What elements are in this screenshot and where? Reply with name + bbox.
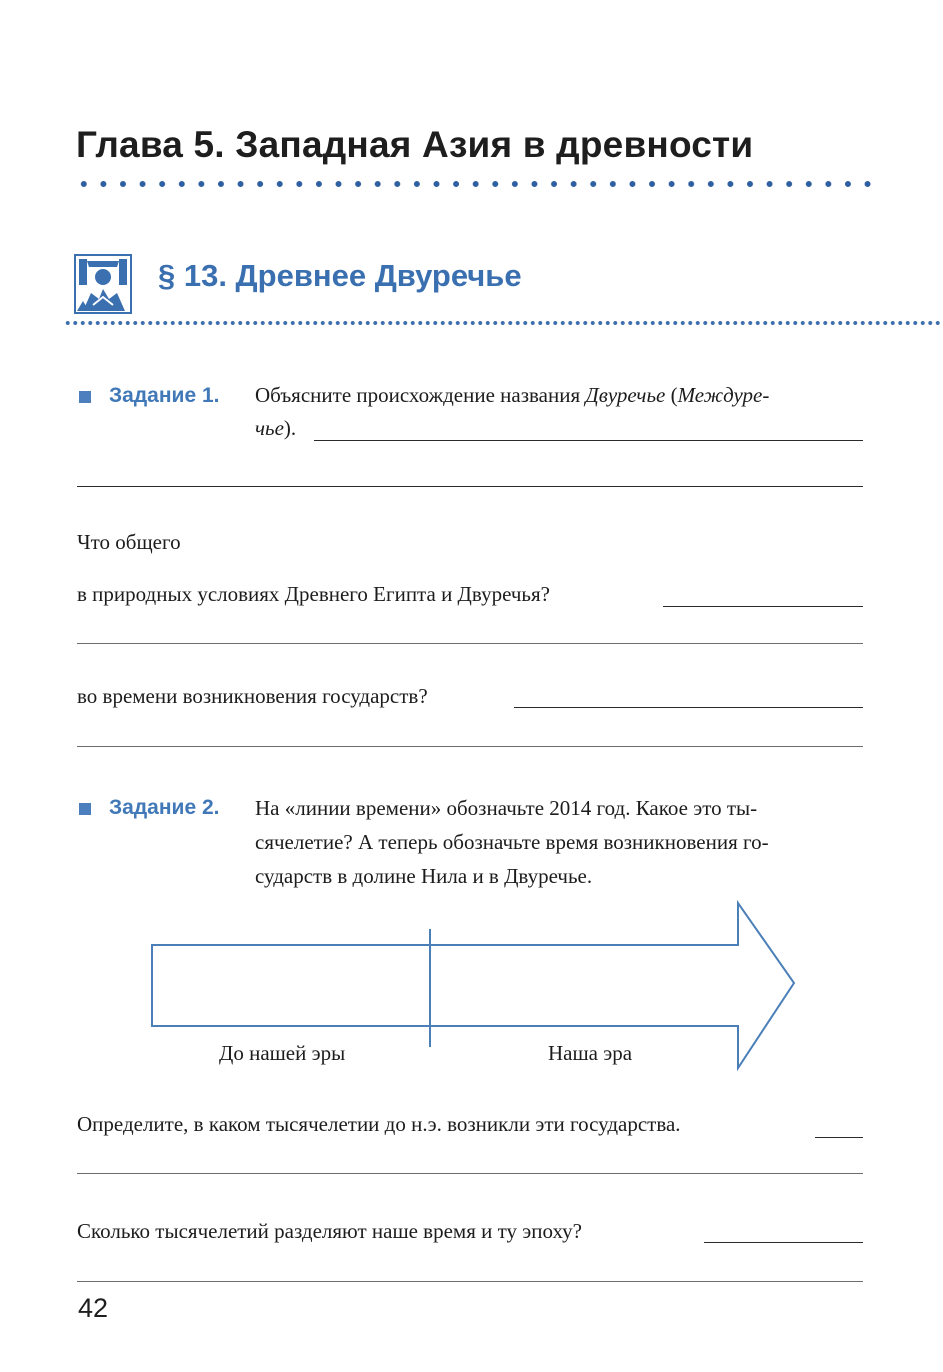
task2-label: Задание 2. bbox=[109, 796, 220, 819]
common-question-1: в природных условиях Древнего Египта и Двуречья? bbox=[77, 582, 550, 606]
task2-text-line1: На «линии времени» обозначьте 2014 год. Какое это ты- bbox=[255, 796, 758, 820]
task1-text-line2 bbox=[255, 414, 296, 443]
task1-term-part: чье bbox=[255, 416, 284, 440]
common-question-2: во времени возникновения государств? bbox=[77, 684, 428, 708]
section-dotted-divider bbox=[64, 319, 943, 327]
task1-answer-line-1[interactable] bbox=[314, 440, 863, 441]
timeline-label-bce: До нашей эры bbox=[219, 1041, 346, 1065]
common-q2-answer-line-1[interactable] bbox=[514, 707, 863, 708]
question-millennium: Определите, в каком тысячелетии до н.э. возникли эти государства. bbox=[77, 1112, 681, 1136]
common-q1-answer-line-1[interactable] bbox=[663, 606, 863, 607]
task1-text-part: ( bbox=[665, 383, 678, 407]
task1-text-part: ). bbox=[283, 416, 297, 440]
task-marker-icon bbox=[79, 803, 91, 815]
common-q1-answer-line-2[interactable] bbox=[77, 643, 863, 644]
ziggurat-relief-icon bbox=[73, 253, 133, 315]
chapter-title: Глава 5. Западная Азия в древности bbox=[76, 124, 754, 165]
q4-answer-line-2[interactable] bbox=[77, 1281, 863, 1282]
task1-answer-line-2[interactable] bbox=[77, 486, 863, 487]
task1-term-mezhdurechye: Междуре- bbox=[677, 383, 770, 407]
page-number: 42 bbox=[78, 1293, 109, 1323]
q4-answer-line-1[interactable] bbox=[704, 1242, 863, 1243]
q3-answer-line-2[interactable] bbox=[77, 1173, 863, 1174]
task2-text-line3: сударств в долине Нила и в Двуречье. bbox=[255, 864, 593, 888]
q3-answer-line-1[interactable] bbox=[815, 1137, 863, 1138]
common-intro: Что общего bbox=[77, 530, 181, 554]
timeline-label-ce: Наша эра bbox=[548, 1041, 633, 1065]
chapter-dotted-divider bbox=[74, 179, 880, 189]
task1-term-dvurechye: Двуречье bbox=[585, 383, 666, 407]
task2-text-line2: сячелетие? А теперь обозначьте время возникновения го- bbox=[255, 830, 769, 854]
task1-label: Задание 1. bbox=[109, 384, 220, 407]
question-millennia-count: Сколько тысячелетий разделяют наше время и ту эпоху? bbox=[77, 1219, 583, 1243]
common-q2-answer-line-2[interactable] bbox=[77, 746, 863, 747]
section-title: § 13. Древнее Двуречье bbox=[158, 258, 522, 293]
task-marker-icon bbox=[79, 391, 91, 403]
task1-text-part: Объясните происхождение названия bbox=[255, 383, 586, 407]
task1-text-line1 bbox=[255, 381, 769, 410]
